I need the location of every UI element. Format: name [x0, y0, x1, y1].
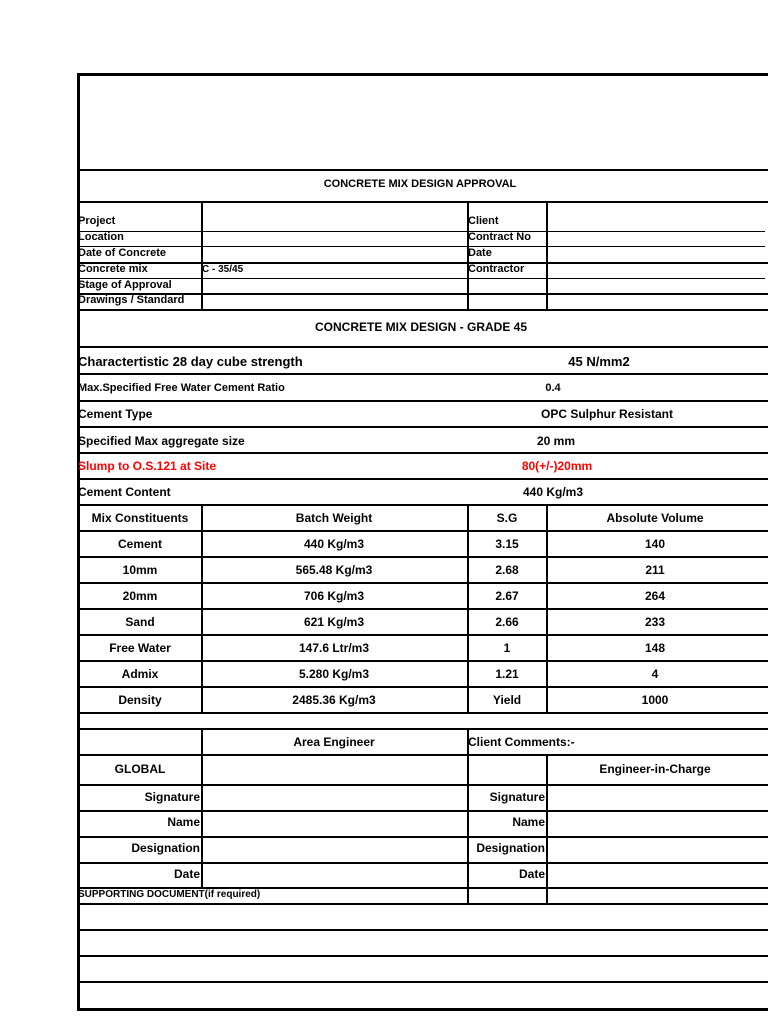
- contractor-label: Contractor: [468, 263, 525, 275]
- client-comments-label: Client Comments:-: [468, 735, 575, 749]
- table-cell: 1.21: [495, 667, 519, 681]
- table-cell: Yield: [492, 693, 522, 707]
- table-cell: 2.66: [495, 615, 519, 629]
- table-cell: 706 Kg/m3: [303, 589, 365, 603]
- date-of-concrete-label: Date of Concrete: [78, 247, 167, 259]
- table-cell: 140: [644, 537, 666, 551]
- table-cell: 233: [644, 615, 666, 629]
- rule: [79, 686, 768, 688]
- table-cell: 4: [651, 667, 659, 681]
- rule: [79, 728, 768, 730]
- rule: [546, 504, 548, 712]
- table-cell: 565.48 Kg/m3: [295, 563, 373, 577]
- column-header: Batch Weight: [295, 511, 373, 525]
- supporting-document-label: SUPPORTING DOCUMENT(if required): [78, 889, 261, 900]
- rule: [79, 903, 768, 905]
- rule: [79, 278, 765, 279]
- spec-value: OPC Sulphur Resistant: [540, 407, 674, 421]
- rule: [79, 608, 768, 610]
- rule: [79, 452, 768, 454]
- spec-label: Specified Max aggregate size: [78, 434, 245, 448]
- rule: [201, 728, 203, 887]
- location-label: Location: [78, 231, 124, 243]
- rule: [79, 201, 768, 203]
- rule: [467, 504, 469, 712]
- signature-label: Signature: [489, 790, 545, 804]
- column-header: Mix Constituents: [91, 511, 189, 525]
- table-cell: Cement: [117, 537, 163, 551]
- table-cell: 20mm: [122, 589, 158, 603]
- slump-value: 80(+/-)20mm: [521, 459, 593, 473]
- drawings-standard-label: Drawings / Standard: [78, 294, 185, 306]
- spec-label: Cement Content: [78, 485, 171, 499]
- rule: [79, 810, 768, 812]
- rule: [79, 426, 768, 428]
- table-cell: Free Water: [109, 641, 171, 655]
- rule: [467, 728, 469, 903]
- signature-label: Signature: [144, 790, 200, 804]
- rule: [79, 169, 768, 171]
- rule: [79, 582, 768, 584]
- slump-label: Slump to O.S.121 at Site: [78, 459, 217, 473]
- rule: [79, 634, 768, 636]
- table-cell: Admix: [121, 667, 159, 681]
- rule: [201, 201, 203, 309]
- rule: [79, 504, 768, 506]
- rule: [79, 754, 768, 756]
- spec-value: 440 Kg/m3: [522, 485, 584, 499]
- table-cell: 2.68: [495, 563, 519, 577]
- rule: [79, 929, 768, 931]
- designation-label: Designation: [476, 841, 545, 855]
- design-title: CONCRETE MIX DESIGN - GRADE 45: [314, 320, 528, 334]
- rule: [546, 754, 548, 903]
- date-field-label: Date: [173, 867, 200, 881]
- table-cell: 2.67: [495, 589, 519, 603]
- rule: [79, 400, 768, 402]
- rule: [79, 712, 768, 714]
- rule: [79, 784, 768, 786]
- table-cell: 10mm: [122, 563, 158, 577]
- contract-no-label: Contract No: [468, 231, 531, 243]
- rule: [79, 836, 768, 838]
- rule: [79, 309, 768, 311]
- global-label: GLOBAL: [114, 762, 166, 776]
- rule: [79, 862, 768, 864]
- client-label: Client: [468, 215, 499, 227]
- concrete-mix-value: C - 35/45: [202, 264, 244, 275]
- table-cell: 1000: [641, 693, 669, 707]
- table-cell: Sand: [125, 615, 155, 629]
- table-cell: 148: [644, 641, 666, 655]
- table-cell: 621 Kg/m3: [303, 615, 365, 629]
- rule: [79, 530, 768, 532]
- column-header: Absolute Volume: [606, 511, 704, 525]
- rule: [79, 373, 768, 375]
- name-label: Name: [167, 815, 200, 829]
- table-cell: 2485.36 Kg/m3: [292, 693, 376, 707]
- spec-value: 45 N/mm2: [568, 354, 630, 369]
- spec-value: 0.4: [545, 382, 561, 394]
- table-cell: 211: [645, 563, 665, 577]
- engineer-in-charge-label: Engineer-in-Charge: [599, 762, 711, 776]
- rule: [201, 504, 203, 712]
- name-label: Name: [512, 815, 545, 829]
- designation-label: Designation: [131, 841, 200, 855]
- date-field-label: Date: [518, 867, 545, 881]
- rule: [546, 201, 548, 309]
- stage-of-approval-label: Stage of Approval: [78, 279, 172, 291]
- table-cell: Density: [118, 693, 162, 707]
- table-cell: 440 Kg/m3: [303, 537, 365, 551]
- date-label: Date: [468, 247, 492, 259]
- column-header: S.G: [496, 511, 518, 525]
- rule: [79, 246, 765, 247]
- rule: [79, 955, 768, 957]
- rule: [79, 981, 768, 983]
- area-engineer-label: Area Engineer: [293, 735, 375, 749]
- table-cell: 3.15: [495, 537, 519, 551]
- table-cell: 5.280 Kg/m3: [298, 667, 370, 681]
- table-cell: 264: [644, 589, 666, 603]
- rule: [79, 231, 765, 232]
- spec-label: Cement Type: [78, 407, 153, 421]
- rule: [79, 262, 768, 264]
- spec-value: 20 mm: [536, 434, 576, 448]
- rule: [79, 660, 768, 662]
- spec-label: Max.Specified Free Water Cement Ratio: [78, 382, 285, 394]
- rule: [79, 556, 768, 558]
- spec-label: Charactertistic 28 day cube strength: [78, 354, 303, 369]
- rule: [79, 346, 768, 348]
- project-label: Project: [78, 215, 116, 227]
- concrete-mix-label: Concrete mix: [78, 263, 148, 275]
- form-title: CONCRETE MIX DESIGN APPROVAL: [323, 178, 517, 190]
- table-cell: 1: [503, 641, 511, 655]
- rule: [79, 478, 768, 480]
- table-cell: 147.6 Ltr/m3: [298, 641, 370, 655]
